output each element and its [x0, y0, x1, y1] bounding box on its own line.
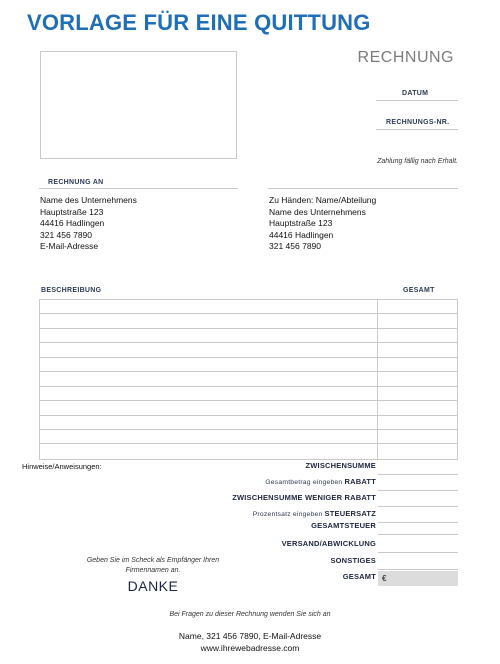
check-payable-note: Geben Sie im Scheck als Empfänger Ihren Firmennamen an.: [86, 557, 220, 574]
description-cell[interactable]: [40, 343, 378, 356]
subtotal-value[interactable]: [378, 460, 458, 475]
total-cell[interactable]: [378, 300, 457, 313]
shipping-value[interactable]: [378, 538, 458, 553]
bill-to-street: Hauptstraße 123: [40, 206, 104, 217]
questions-note: Bei Fragen zu dieser Rechnung wenden Sie sich an: [169, 611, 331, 618]
table-row: [40, 444, 457, 458]
table-row: [40, 300, 457, 314]
table-row: [40, 401, 457, 415]
description-column-header: BESCHREIBUNG: [41, 287, 102, 294]
description-cell[interactable]: [40, 358, 378, 371]
description-cell[interactable]: [40, 372, 378, 385]
page-title: VORLAGE FÜR EINE QUITTUNG: [27, 10, 371, 35]
table-row: [40, 314, 457, 328]
total-cell[interactable]: [378, 314, 457, 327]
attention-name: Zu Händen: Name/Abteilung: [269, 195, 377, 205]
subtotal-row: [190, 461, 458, 476]
total-cell[interactable]: [378, 401, 457, 414]
invoice-number-label: RECHNUNGS-NR.: [386, 119, 450, 126]
description-cell[interactable]: [40, 314, 378, 327]
attention-phone: 321 456 7890: [269, 241, 321, 251]
invoice-heading: RECHNUNG: [357, 49, 454, 66]
notes-label: Hinweise/Anweisungen:: [22, 462, 102, 471]
total-column-header: GESAMT: [403, 287, 435, 294]
shipping-label: VERSAND/ABWICKLUNG: [281, 539, 376, 548]
date-label: DATUM: [402, 90, 429, 97]
payment-note: Zahlung fällig nach Erhalt.: [377, 158, 458, 165]
attention-address: [269, 195, 376, 253]
total-cell[interactable]: [378, 372, 457, 385]
bill-to-underline: [39, 188, 238, 189]
other-label: SONSTIGES: [330, 556, 376, 565]
description-cell[interactable]: [40, 401, 378, 414]
bill-to-phone: 321 456 7890: [40, 229, 92, 240]
total-cell[interactable]: [378, 343, 457, 356]
table-row: [40, 387, 457, 401]
total-cell[interactable]: [378, 358, 457, 371]
description-cell[interactable]: [40, 329, 378, 342]
description-cell[interactable]: [40, 430, 378, 443]
subtotal-less-discount-row: [190, 493, 458, 508]
total-tax-row: [190, 521, 458, 536]
date-underline: [376, 100, 458, 101]
subtotal-label: ZWISCHENSUMME: [305, 461, 376, 470]
grand-total-value[interactable]: [378, 571, 458, 586]
contact-info: Name, 321 456 7890, E-Mail-Adresse: [178, 631, 322, 641]
description-cell[interactable]: [40, 387, 378, 400]
currency-symbol: €: [382, 574, 387, 583]
table-row: [40, 343, 457, 357]
table-row: [40, 416, 457, 430]
subtotal-less-discount-value[interactable]: [378, 492, 458, 507]
total-cell[interactable]: [378, 430, 457, 443]
description-cell[interactable]: [40, 300, 378, 313]
line-items-table: [39, 299, 458, 460]
bill-to-city: 44416 Hadlingen: [40, 218, 105, 228]
discount-label: Gesamtbetrag eingeben RABATT: [265, 477, 376, 486]
total-cell[interactable]: [378, 329, 457, 342]
attention-city: 44416 Hadlingen: [269, 229, 334, 240]
website-url[interactable]: www.ihrewebadresse.com: [200, 643, 300, 653]
description-cell[interactable]: [40, 444, 378, 458]
total-cell[interactable]: [378, 416, 457, 429]
bill-to-label: RECHNUNG AN: [48, 179, 104, 186]
total-cell[interactable]: [378, 387, 457, 400]
tax-rate-label: Prozentsatz eingeben STEUERSATZ: [252, 509, 376, 518]
invoice-number-underline: [376, 129, 458, 130]
total-tax-label: GESAMTSTEUER: [311, 521, 376, 530]
attention-underline: [268, 188, 458, 189]
attention-street: Hauptstraße 123: [269, 218, 333, 228]
other-value[interactable]: [378, 555, 458, 570]
table-row: [40, 372, 457, 386]
table-row: [40, 430, 457, 444]
bill-to-company: Name des Unternehmens: [40, 195, 137, 205]
thank-you-text: DANKE: [127, 578, 179, 594]
attention-company: Name des Unternehmens: [269, 206, 366, 217]
subtotal-less-discount-label: ZWISCHENSUMME WENIGER RABATT: [232, 493, 376, 502]
description-cell[interactable]: [40, 416, 378, 429]
logo-placeholder[interactable]: [40, 51, 237, 159]
table-row: [40, 329, 457, 343]
shipping-row: [190, 539, 458, 554]
grand-total-label: GESAMT: [342, 572, 376, 581]
total-cell[interactable]: [378, 444, 457, 458]
discount-row: [190, 477, 458, 492]
discount-value[interactable]: [378, 476, 458, 491]
bill-to-email: E-Mail-Adresse: [40, 241, 99, 251]
bill-to-address: [40, 195, 137, 253]
total-tax-value[interactable]: [378, 520, 458, 535]
table-row: [40, 358, 457, 372]
